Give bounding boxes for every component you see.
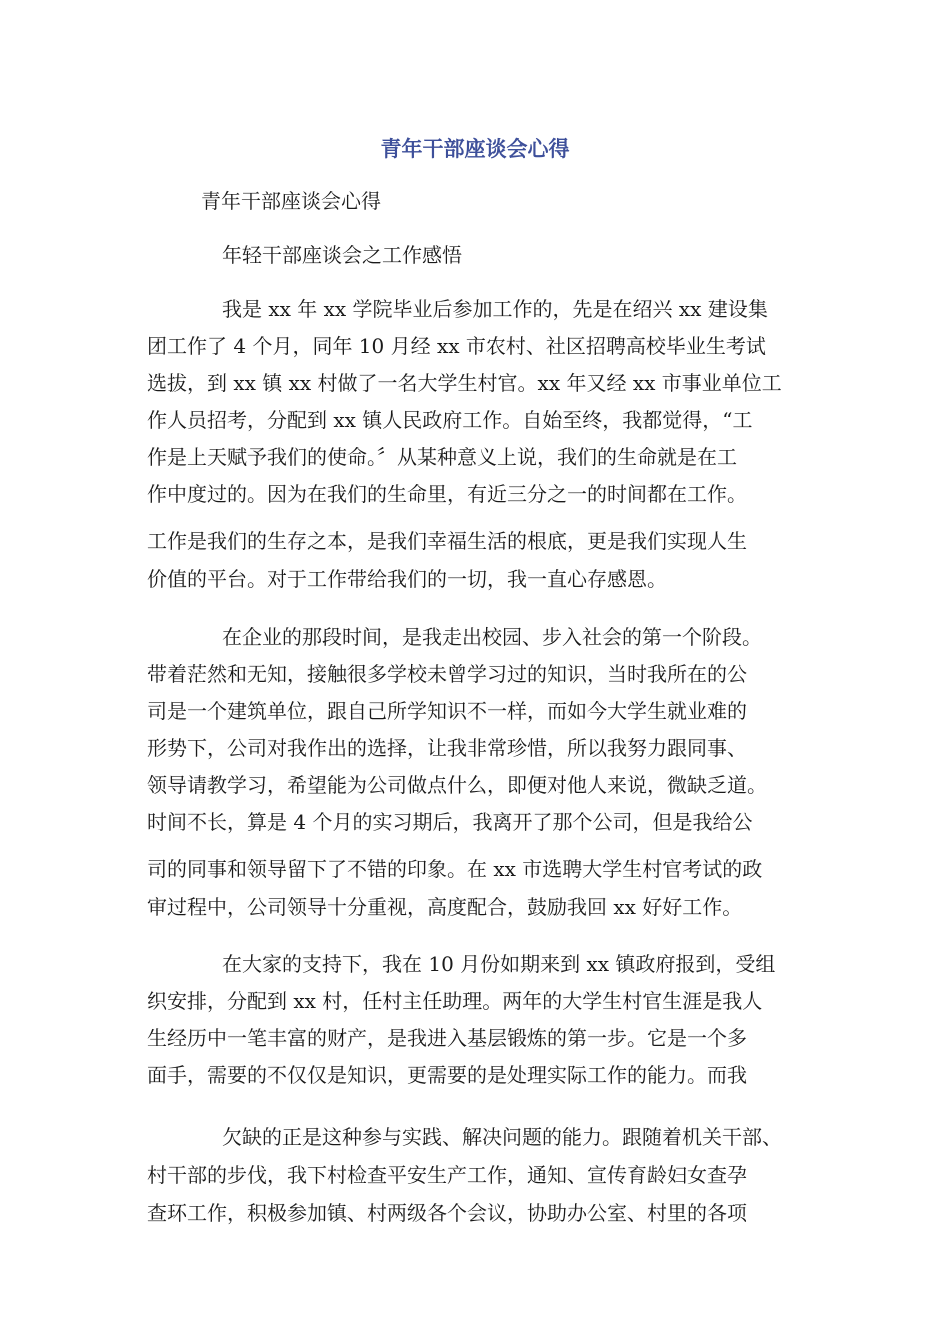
paragraph-line: 生经历中一笔丰富的财产，是我进入基层锻炼的第一步。它是一个多 — [147, 1026, 747, 1050]
paragraph-line: 作中度过的。因为在我们的生命里，有近三分之一的时间都在工作。 — [147, 482, 747, 506]
paragraph-line: 村干部的步伐，我下村检查平安生产工作，通知、宣传育龄妇女查孕 — [147, 1163, 747, 1187]
paragraph-line: 织安排，分配到 xx 村，任村主任助理。两年的大学生村官生涯是我人 — [147, 989, 763, 1013]
paragraph-line: 作人员招考，分配到 xx 镇人民政府工作。自始至终，我都觉得，“工 — [147, 408, 753, 432]
paragraph-line: 时间不长，算是 4 个月的实习期后，我离开了那个公司，但是我给公 — [147, 810, 753, 834]
paragraph-line: 欠缺的正是这种参与实践、解决问题的能力。跟随着机关干部、 — [222, 1125, 782, 1149]
paragraph-line: 我是 xx 年 xx 学院毕业后参加工作的，先是在绍兴 xx 建设集 — [222, 297, 768, 321]
paragraph-line: 在大家的支持下，我在 10 月份如期来到 xx 镇政府报到，受组 — [222, 952, 776, 976]
document-subtitle: 青年干部座谈会心得 — [201, 189, 381, 213]
section-heading: 年轻干部座谈会之工作感悟 — [222, 243, 462, 267]
paragraph-line: 作是上天赋予我们的使命。〞从某种意义上说，我们的生命就是在工 — [147, 445, 737, 469]
paragraph-line: 团工作了 4 个月，同年 10 月经 xx 市农村、社区招聘高校毕业生考试 — [147, 334, 766, 358]
paragraph-line: 查环工作，积极参加镇、村两级各个会议，协助办公室、村里的各项 — [147, 1201, 747, 1225]
paragraph-line: 价值的平台。对于工作带给我们的一切，我一直心存感恩。 — [147, 567, 667, 591]
paragraph-line: 工作是我们的生存之本，是我们幸福生活的根底，更是我们实现人生 — [147, 529, 747, 553]
paragraph-line: 司的同事和领导留下了不错的印象。在 xx 市选聘大学生村官考试的政 — [147, 857, 763, 881]
paragraph-line: 面手，需要的不仅仅是知识，更需要的是处理实际工作的能力。而我 — [147, 1063, 747, 1087]
paragraph-line: 司是一个建筑单位，跟自己所学知识不一样，而如今大学生就业难的 — [147, 699, 747, 723]
paragraph-line: 审过程中，公司领导十分重视，高度配合，鼓励我回 xx 好好工作。 — [147, 895, 743, 919]
paragraph-line: 带着茫然和无知，接触很多学校未曾学习过的知识，当时我所在的公 — [147, 662, 747, 686]
paragraph-line: 形势下，公司对我作出的选择，让我非常珍惜，所以我努力跟同事、 — [147, 736, 747, 760]
paragraph-line: 选拔，到 xx 镇 xx 村做了一名大学生村官。xx 年又经 xx 市事业单位工 — [147, 371, 782, 395]
document-title: 青年干部座谈会心得 — [380, 137, 570, 161]
paragraph-line: 在企业的那段时间，是我走出校园、步入社会的第一个阶段。 — [222, 625, 762, 649]
paragraph-line: 领导请教学习，希望能为公司做点什么，即便对他人来说，微缺乏道。 — [147, 773, 767, 797]
